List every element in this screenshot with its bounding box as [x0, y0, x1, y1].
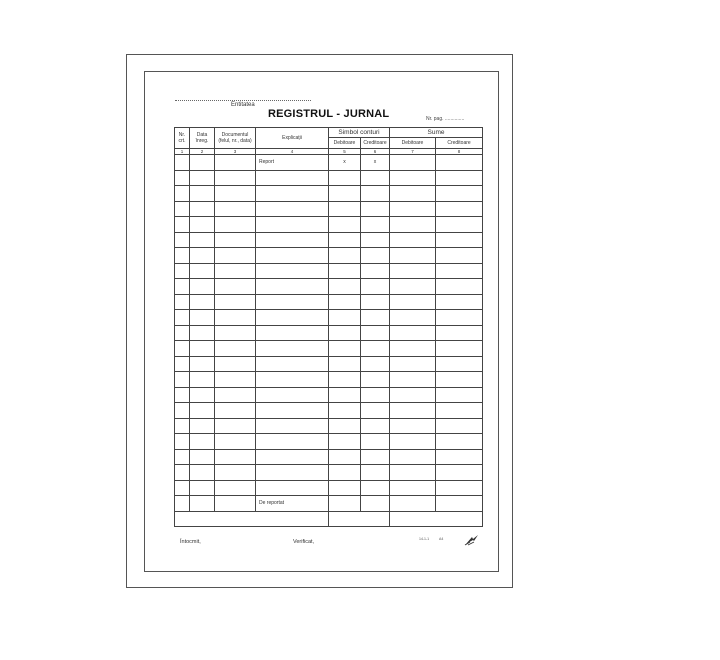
report-row [175, 155, 483, 171]
table-cell[interactable] [175, 434, 190, 450]
table-cell[interactable] [436, 356, 483, 372]
table-cell[interactable] [190, 341, 215, 357]
table-cell[interactable] [256, 372, 329, 388]
col-document: Documentul (felul, nr., data) [215, 128, 256, 149]
journal-entry-row [175, 418, 483, 434]
journal-entry-row [175, 232, 483, 248]
table-cell[interactable] [436, 279, 483, 295]
table-cell[interactable] [436, 387, 483, 403]
table-cell[interactable] [390, 232, 436, 248]
table-cell[interactable] [175, 356, 190, 372]
table-cell[interactable] [175, 372, 190, 388]
journal-entry-row [175, 341, 483, 357]
table-cell[interactable] [256, 186, 329, 202]
table-cell[interactable] [175, 279, 190, 295]
journal-entry-row [175, 387, 483, 403]
table-cell[interactable] [361, 294, 390, 310]
journal-entry-row [175, 294, 483, 310]
journal-entry-row [175, 356, 483, 372]
table-cell[interactable] [436, 496, 483, 512]
verified-by-label: Verificat, [293, 539, 315, 545]
journal-entry-row [175, 325, 483, 341]
col-data-inreg: Data înreg. [190, 128, 215, 149]
table-cell[interactable] [215, 341, 256, 357]
table-cell[interactable] [361, 232, 390, 248]
table-cell[interactable] [361, 170, 390, 186]
table-cell[interactable] [175, 310, 190, 326]
table-cell[interactable] [361, 480, 390, 496]
table-cell[interactable] [436, 480, 483, 496]
table-cell[interactable] [215, 372, 256, 388]
table-cell[interactable] [436, 232, 483, 248]
table-cell[interactable] [390, 170, 436, 186]
table-cell[interactable] [215, 232, 256, 248]
table-cell[interactable] [329, 248, 361, 264]
table-cell[interactable] [256, 449, 329, 465]
table-cell[interactable] [190, 449, 215, 465]
journal-entry-row [175, 403, 483, 419]
table-cell[interactable] [436, 325, 483, 341]
table-cell[interactable] [390, 325, 436, 341]
table-cell[interactable] [256, 201, 329, 217]
table-cell[interactable] [215, 480, 256, 496]
table-cell[interactable] [256, 418, 329, 434]
table-cell[interactable] [190, 294, 215, 310]
report-label: Report [256, 155, 329, 171]
column-number: 5 [329, 149, 361, 155]
table-cell[interactable] [175, 201, 190, 217]
carry-forward-label: De reportat [256, 496, 329, 512]
table-cell[interactable] [361, 449, 390, 465]
col-sume: Sume [390, 128, 483, 138]
table-cell[interactable] [215, 325, 256, 341]
table-cell[interactable] [329, 310, 361, 326]
table-cell[interactable] [175, 465, 190, 481]
prepared-by-label: Întocmit, [180, 539, 201, 545]
table-cell[interactable] [215, 263, 256, 279]
table-cell[interactable] [436, 294, 483, 310]
table-cell[interactable] [215, 310, 256, 326]
table-cell[interactable] [175, 387, 190, 403]
table-cell[interactable] [436, 434, 483, 450]
table-cell[interactable] [190, 387, 215, 403]
table-cell[interactable] [256, 434, 329, 450]
table-cell[interactable] [390, 186, 436, 202]
table-cell[interactable] [190, 403, 215, 419]
table-cell[interactable] [215, 201, 256, 217]
journal-entry-row [175, 186, 483, 202]
table-cell[interactable] [436, 201, 483, 217]
form-code: 14-1-1 [419, 537, 430, 541]
table-cell[interactable] [329, 170, 361, 186]
table-cell[interactable] [190, 217, 215, 233]
journal-entry-row [175, 279, 483, 295]
table-cell[interactable] [175, 155, 190, 171]
table-cell[interactable] [361, 418, 390, 434]
journal-entry-row [175, 310, 483, 326]
table-cell[interactable] [175, 186, 190, 202]
journal-entry-row [175, 480, 483, 496]
report-debit-mark: x [329, 155, 361, 171]
table-cell[interactable] [175, 325, 190, 341]
table-cell[interactable] [175, 248, 190, 264]
header-row-top [175, 128, 483, 138]
entity-label: Entitatea [231, 102, 255, 108]
table-cell[interactable] [190, 170, 215, 186]
column-number: 1 [175, 149, 190, 155]
table-cell[interactable] [215, 387, 256, 403]
col-explicatii: Explicații [256, 128, 329, 149]
table-cell[interactable] [329, 372, 361, 388]
table-cell[interactable] [190, 310, 215, 326]
table-cell[interactable] [361, 217, 390, 233]
table-cell[interactable] [175, 170, 190, 186]
table-cell[interactable] [215, 496, 256, 512]
table-cell[interactable] [329, 294, 361, 310]
report-credit-mark: x [361, 155, 390, 171]
table-cell[interactable] [361, 201, 390, 217]
table-cell[interactable] [215, 434, 256, 450]
table-cell[interactable] [175, 217, 190, 233]
table-cell[interactable] [390, 341, 436, 357]
table-cell[interactable] [390, 480, 436, 496]
table-cell[interactable] [390, 418, 436, 434]
column-number: 3 [215, 149, 256, 155]
total-row [175, 511, 483, 526]
total-cell [390, 511, 483, 526]
table-cell[interactable] [329, 480, 361, 496]
col-creditoare: Creditoare [361, 138, 390, 149]
table-cell[interactable] [361, 372, 390, 388]
table-cell[interactable] [190, 155, 215, 171]
table-cell[interactable] [190, 434, 215, 450]
table-cell[interactable] [256, 310, 329, 326]
table-cell[interactable] [215, 465, 256, 481]
entity-dotted-line [175, 100, 311, 101]
table-cell[interactable] [390, 496, 436, 512]
table-cell[interactable] [215, 186, 256, 202]
table-cell[interactable] [361, 341, 390, 357]
table-cell[interactable] [361, 387, 390, 403]
table-cell[interactable] [361, 356, 390, 372]
table-cell[interactable] [436, 465, 483, 481]
table-cell[interactable] [390, 356, 436, 372]
column-number: 8 [436, 149, 483, 155]
table-cell[interactable] [390, 465, 436, 481]
table-cell[interactable] [390, 434, 436, 450]
table-cell[interactable] [436, 248, 483, 264]
table-cell[interactable] [215, 279, 256, 295]
table-cell[interactable] [436, 341, 483, 357]
page-number-field: Nr. pag. .............. [426, 116, 465, 122]
journal-entry-rows [175, 170, 483, 496]
table-cell[interactable] [256, 294, 329, 310]
table-cell[interactable] [215, 170, 256, 186]
table-cell[interactable] [361, 263, 390, 279]
col-sume-debitoare: Debitoare [390, 138, 436, 149]
table-cell[interactable] [361, 186, 390, 202]
journal-entry-row [175, 465, 483, 481]
publisher-logo-icon [464, 534, 480, 546]
table-cell[interactable] [390, 248, 436, 264]
table-cell[interactable] [390, 294, 436, 310]
table-cell[interactable] [215, 294, 256, 310]
table-cell[interactable] [256, 170, 329, 186]
table-cell[interactable] [175, 294, 190, 310]
table-cell[interactable] [329, 418, 361, 434]
journal-entry-row [175, 201, 483, 217]
table-cell[interactable] [390, 310, 436, 326]
table-cell[interactable] [390, 387, 436, 403]
table-cell[interactable] [190, 263, 215, 279]
table-cell[interactable] [436, 310, 483, 326]
table-cell[interactable] [215, 217, 256, 233]
table-cell[interactable] [215, 403, 256, 419]
table-cell[interactable] [215, 418, 256, 434]
col-simbol-conturi: Simbol conturi [329, 128, 390, 138]
table-cell[interactable] [190, 325, 215, 341]
table-cell[interactable] [390, 403, 436, 419]
table-cell[interactable] [390, 263, 436, 279]
table-cell[interactable] [256, 232, 329, 248]
table-cell[interactable] [390, 449, 436, 465]
table-cell[interactable] [190, 496, 215, 512]
journal-entry-row [175, 248, 483, 264]
table-cell[interactable] [190, 418, 215, 434]
table-cell[interactable] [390, 279, 436, 295]
table-cell[interactable] [436, 186, 483, 202]
table-cell[interactable] [361, 325, 390, 341]
total-cell [175, 511, 329, 526]
table-cell[interactable] [361, 279, 390, 295]
table-cell[interactable] [256, 465, 329, 481]
journal-entry-row [175, 170, 483, 186]
paper-format: A4 [439, 537, 444, 541]
table-cell[interactable] [329, 387, 361, 403]
table-cell[interactable] [256, 248, 329, 264]
journal-entry-row [175, 372, 483, 388]
table-cell[interactable] [361, 403, 390, 419]
table-cell[interactable] [190, 356, 215, 372]
table-cell[interactable] [215, 248, 256, 264]
table-cell[interactable] [175, 496, 190, 512]
table-cell[interactable] [329, 356, 361, 372]
table-cell[interactable] [390, 155, 436, 171]
table-cell[interactable] [215, 155, 256, 171]
table-cell[interactable] [436, 372, 483, 388]
table-cell[interactable] [361, 248, 390, 264]
table-cell[interactable] [215, 449, 256, 465]
table-cell[interactable] [390, 372, 436, 388]
table-cell[interactable] [256, 480, 329, 496]
table-cell[interactable] [175, 449, 190, 465]
table-cell[interactable] [329, 496, 361, 512]
table-cell[interactable] [329, 279, 361, 295]
table-cell[interactable] [329, 201, 361, 217]
form-title: REGISTRUL - JURNAL [268, 108, 390, 120]
table-cell[interactable] [329, 325, 361, 341]
table-cell[interactable] [361, 310, 390, 326]
journal-table [174, 127, 483, 527]
journal-entry-row [175, 434, 483, 450]
table-cell[interactable] [175, 418, 190, 434]
total-cell [329, 511, 390, 526]
table-cell[interactable] [175, 263, 190, 279]
table-cell[interactable] [436, 263, 483, 279]
table-cell[interactable] [190, 279, 215, 295]
journal-entry-row [175, 449, 483, 465]
carry-forward-row [175, 496, 483, 512]
table-cell[interactable] [256, 403, 329, 419]
table-cell[interactable] [329, 465, 361, 481]
table-cell[interactable] [190, 480, 215, 496]
table-cell[interactable] [436, 170, 483, 186]
table-cell[interactable] [256, 217, 329, 233]
table-cell[interactable] [190, 186, 215, 202]
table-cell[interactable] [175, 232, 190, 248]
table-cell[interactable] [436, 418, 483, 434]
journal-entry-row [175, 263, 483, 279]
table-cell[interactable] [361, 434, 390, 450]
table-cell[interactable] [390, 201, 436, 217]
table-cell[interactable] [256, 263, 329, 279]
table-cell[interactable] [175, 480, 190, 496]
column-number: 7 [390, 149, 436, 155]
table-cell[interactable] [329, 232, 361, 248]
table-cell[interactable] [436, 217, 483, 233]
table-cell[interactable] [256, 325, 329, 341]
table-cell[interactable] [175, 341, 190, 357]
table-cell[interactable] [190, 248, 215, 264]
table-cell[interactable] [361, 465, 390, 481]
journal-entry-row [175, 217, 483, 233]
table-cell[interactable] [361, 496, 390, 512]
table-cell[interactable] [329, 186, 361, 202]
table-cell[interactable] [329, 449, 361, 465]
col-sume-creditoare: Creditoare [436, 138, 483, 149]
table-cell[interactable] [329, 341, 361, 357]
table-cell[interactable] [329, 403, 361, 419]
column-number: 4 [256, 149, 329, 155]
table-cell[interactable] [256, 356, 329, 372]
table-cell[interactable] [215, 356, 256, 372]
table-cell[interactable] [436, 403, 483, 419]
table-cell[interactable] [256, 279, 329, 295]
col-debitoare: Debitoare [329, 138, 361, 149]
table-cell[interactable] [190, 372, 215, 388]
table-cell[interactable] [390, 217, 436, 233]
table-cell[interactable] [329, 434, 361, 450]
table-cell[interactable] [329, 263, 361, 279]
table-cell[interactable] [256, 387, 329, 403]
table-cell[interactable] [436, 155, 483, 171]
table-cell[interactable] [436, 449, 483, 465]
table-cell[interactable] [175, 403, 190, 419]
column-number: 6 [361, 149, 390, 155]
table-cell[interactable] [329, 217, 361, 233]
table-cell[interactable] [190, 465, 215, 481]
col-nr-crt: Nr. crt. [175, 128, 190, 149]
table-cell[interactable] [190, 232, 215, 248]
column-number: 2 [190, 149, 215, 155]
table-cell[interactable] [256, 341, 329, 357]
table-cell[interactable] [190, 201, 215, 217]
